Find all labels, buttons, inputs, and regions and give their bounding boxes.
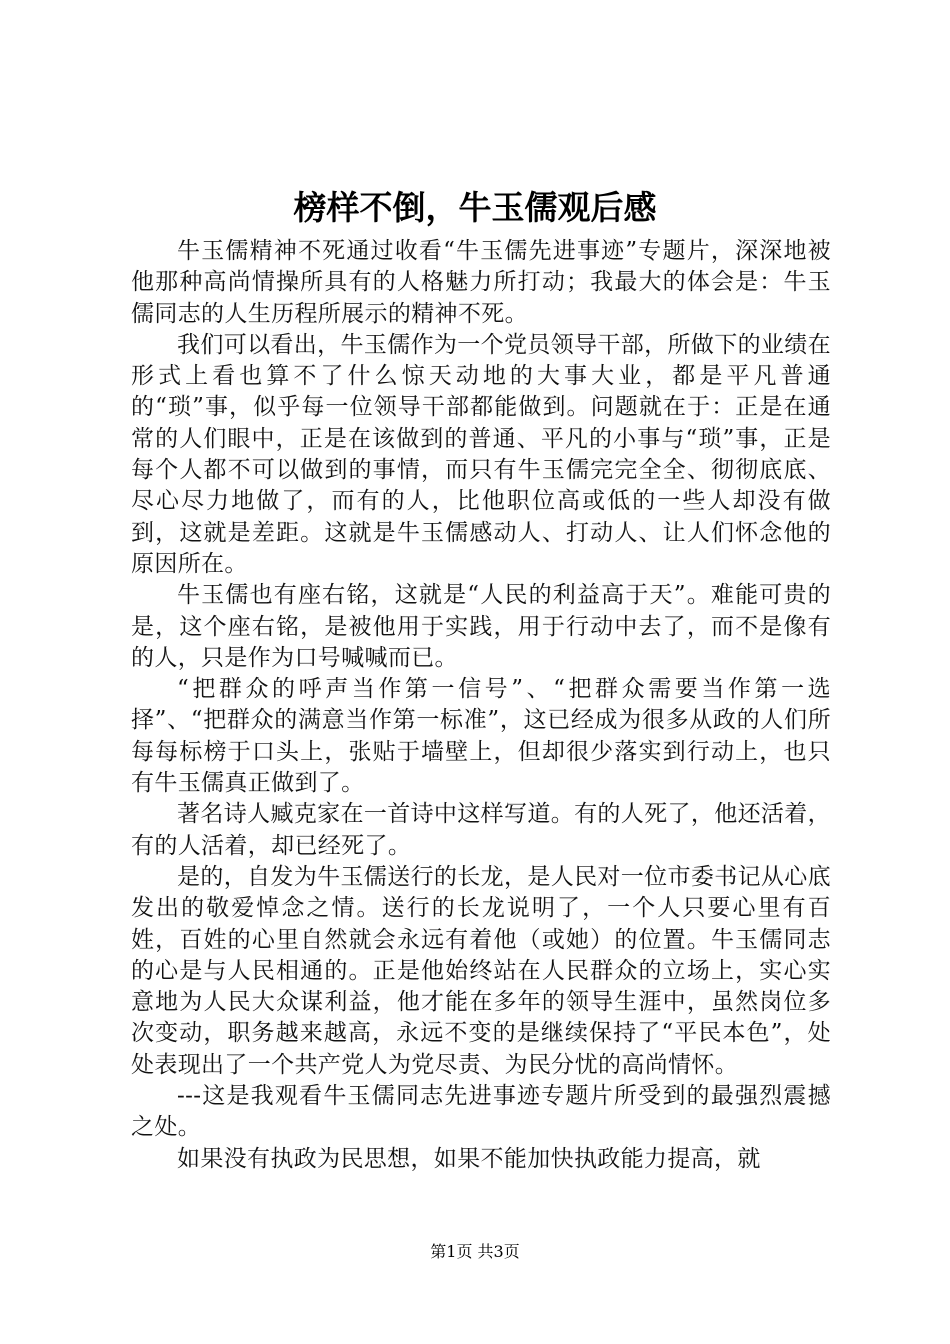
page-footer: 第1页 共3页	[430, 1242, 520, 1261]
paragraph-6: 是的，自发为牛玉儒送行的长龙，是人民对一位市委书记从心底发出的敬爱悼念之情。送行的长龙说明了，一个人只要心里有百姓，百姓的心里自然就会永远有着他（或她）的位置。牛玉儒同志的心是与人民相通的。正是他始终站在人民群众的立场上，实心实意地为人民大众谋利益，他才能在多年的领导生涯中，虽然岗位多次变动，职务越来越高，永远不变的是继续保持了“平民本色”，处处表现出了一个共产党人为党尽责、为民分忧的高尚情怀。	[131, 863, 831, 1078]
paragraph-4: “把群众的呼声当作第一信号”、“把群众需要当作第一选择”、“把群众的满意当作第一标准”，这已经成为很多从政的人们所每每标榜于口头上，张贴于墙壁上，但却很少落实到行动上，也只有牛玉儒真正做到了。	[131, 676, 831, 797]
paragraph-2: 我们可以看出，牛玉儒作为一个党员领导干部，所做下的业绩在形式上看也算不了什么惊天动地的大事大业，都是平凡普通的“琐”事，似乎每一位领导干部都能做到。问题就在于：正是在通常的人们眼中，正是在该做到的普通、平凡的小事与“琐”事，正是每个人都不可以做到的事情，而只有牛玉儒完完全全、彻彻底底、尽心尽力地做了，而有的人，比他职位高或低的一些人却没有做到，这就是差距。这就是牛玉儒感动人、打动人、让人们怀念他的原因所在。	[131, 331, 831, 577]
paragraph-3: 牛玉儒也有座右铭，这就是“人民的利益高于天”。难能可贵的是，这个座右铭，是被他用于实践，用于行动中去了，而不是像有的人，只是作为口号喊喊而已。	[131, 582, 831, 671]
paragraph-7: ---这是我观看牛玉儒同志先进事迹专题片所受到的最强烈震撼之处。	[131, 1083, 831, 1141]
paragraph-8: 如果没有执政为民思想，如果不能加快执政能力提高，就	[177, 1145, 761, 1172]
document-body	[131, 236, 831, 1175]
paragraph-1: 牛玉儒精神不死通过收看“牛玉儒先进事迹”专题片，深深地被他那种高尚情操所具有的人格魅力所打动；我最大的体会是：牛玉儒同志的人生历程所展示的精神不死。	[131, 238, 831, 327]
document-title: 榜样不倒，牛玉儒观后感	[293, 188, 657, 227]
paragraph-5: 著名诗人臧克家在一首诗中这样写道。有的人死了，他还活着，有的人活着，却已经死了。	[131, 801, 831, 859]
